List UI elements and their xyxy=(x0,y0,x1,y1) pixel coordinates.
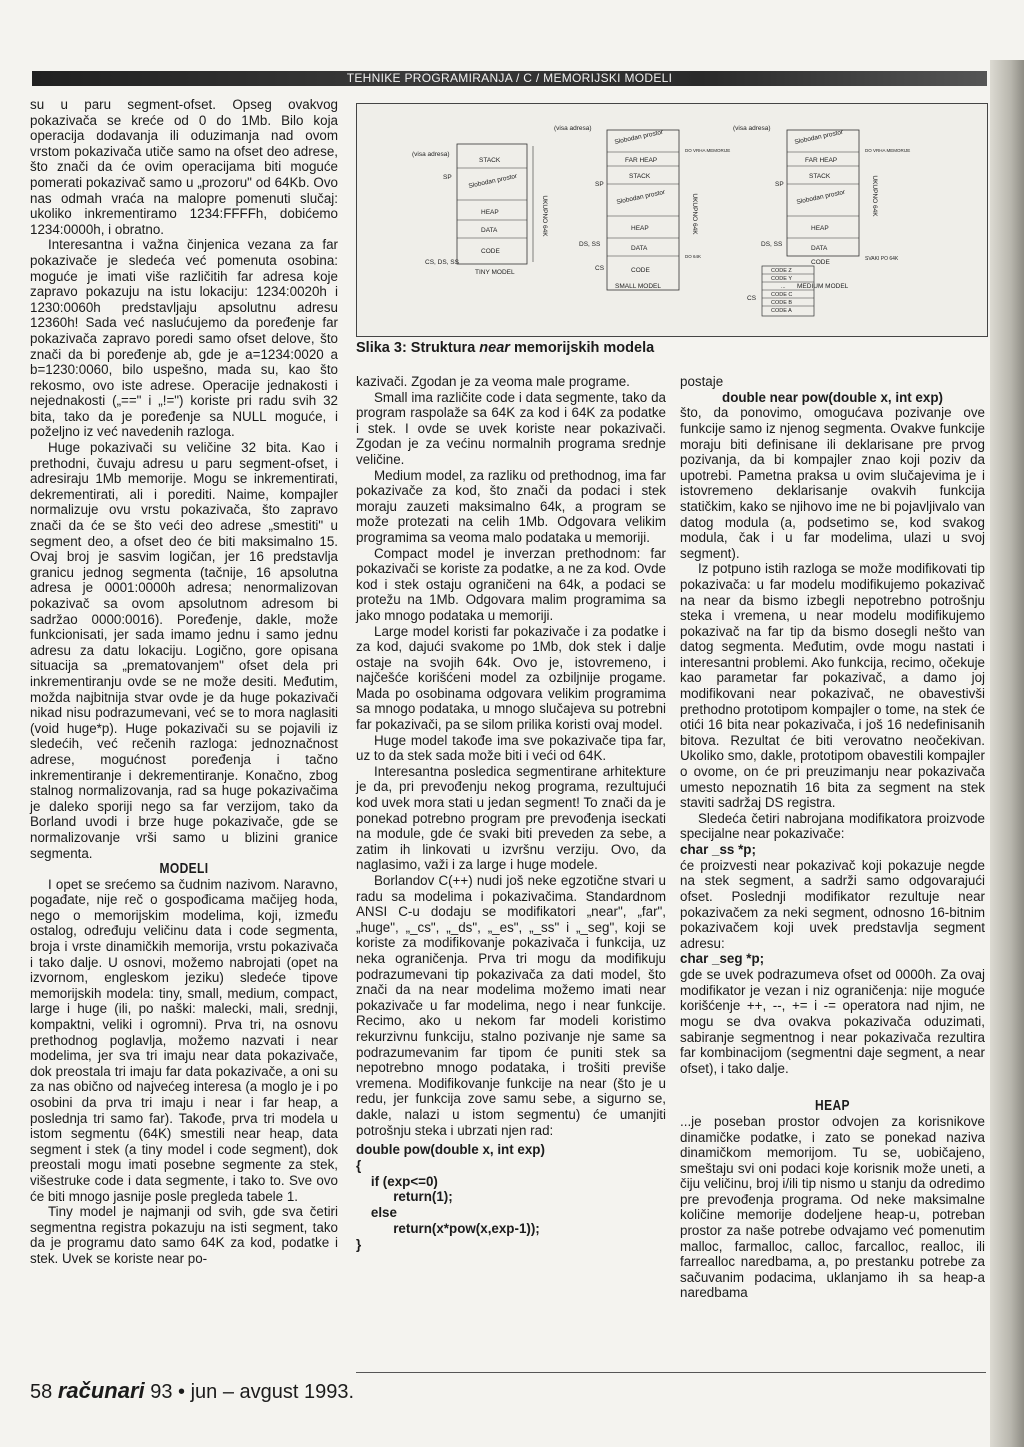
paragraph: Small ima različite code i data segmente, tako da program raspolaže sa 64K za kod i 64K za podatke i stek. I ovde se uvek koriste near pokazivači. Zgodan je za većinu normalnih programa srednje veličine. xyxy=(356,389,666,467)
figure-caption xyxy=(356,340,654,356)
caption-text-end: memorijskih modela xyxy=(509,340,655,356)
code-line: else xyxy=(356,1205,397,1221)
small-high-label: (visa adresa) xyxy=(554,125,592,132)
code-line: return(1); xyxy=(356,1189,453,1205)
medium-heap-label: HEAP xyxy=(811,225,829,232)
medium-free1-label: Slobodan prostor xyxy=(793,128,844,146)
small-code-label: CODE xyxy=(631,267,650,274)
paragraph: će proizvesti near pokazivač koji pokazuje negde na stek segment, a sadrži samo odgovarajući ofset. Poslednji modifikator rezultuje near pokazivačem za neki segment, odnosno 16-bitnim pokazivačem koji uvek predstavlja segment adresu: xyxy=(680,857,985,951)
paragraph: Huge model takođe ima sve pokazivače tipa far, uz to da stek sada može biti i veći od 64K. xyxy=(356,732,666,764)
code-segment-label: CODE C xyxy=(771,292,793,298)
column-1 xyxy=(30,97,338,1267)
caption-emphasis: near xyxy=(479,340,510,356)
paragraph: što, da ponovimo, omogućava pozivanje ove funkcije samo iz njenog segmenta. Ovakve funkcije moraju biti definisane ili deklarisane pre prvog pozivanja, da bi kompajler znao koji poziv da upotrebi. Pametna praksa u ovim slučajevima je i istovremeno deklarisanje ovakvih funkcija statičkim, kako se njihovo ime ne bi pojavljivalo van datog modula (a, podsetimo se, kod svakog modula, čak i u far modelima, ulazi u svoj segment). xyxy=(680,405,985,561)
medium-each-label: SVAKI PO 64K xyxy=(865,256,899,262)
small-size-label: UKUPNO 64K xyxy=(691,193,698,235)
paragraph: I opet se srećemo sa čudnim nazivom. Naravno, pogađate, nije reč o gospođicama mačijeg hoda, nego o memorijskim modelima, koji, između ostalog, određuju veličinu data i code segmenta, broja i vrste dinamičkih memorija, vrstu pokazivača i tako dalje. U osnovi, možemo nabrojati (opet na izvornom, engleskom jeziku) sledeće tipove memorijskih modela: tiny, small, medium, compact, large i huge (ili, po naški: malecki, mali, srednji, kompaktni, veliki i ogromni). Prva tri, na osnovu prethodnog poglavlja, možemo nazvati i near modelima, jer sva tri imaju near data pokazivače, dok preostala tri imaju far data pokazivače, a oni su za nas obično od najvećeg interesa (a moglo je i po osobini da prva tri imaju i near i far heap, a poslednja tri samo far). Takođe, prva tri modela u istom segmentu (64K) smestili near heap, data segment i stek (a tiny model i code segment), dok preostali mogu imati posebne segmente za stek, višestruke code i data segmente, i tako to. Sve ovo će biti mnogo jasnije posle pregleda tabele 1. xyxy=(30,876,338,1204)
medium-code-segments xyxy=(762,266,814,316)
paragraph: Tiny model je najmanji od svih, gde sva četiri segmentna registra pokazuju na isti segment, tako da je programu dato samo 64K za kod, podatke i stek. Uvek se koriste near po- xyxy=(30,1204,338,1266)
code-line: { xyxy=(356,1157,362,1173)
tiny-data-label: DATA xyxy=(481,227,498,234)
code-segment-label: ... xyxy=(781,284,786,290)
page-footer xyxy=(30,1378,354,1404)
small-data-label: DATA xyxy=(631,245,648,252)
tiny-code-label: CODE xyxy=(481,248,500,255)
small-free1-label: Slobodan prostor xyxy=(613,128,664,146)
small-heap-label: HEAP xyxy=(631,225,649,232)
medium-cs-label: CS xyxy=(747,295,757,302)
medium-free2-label: Slobodan prostor xyxy=(795,188,846,206)
small-bottom-label: DO 64K xyxy=(685,254,702,259)
paragraph: ...je poseban prostor odvojen za korisnikove dinamičke podatke, i zato se ponekad naziva dinamičkom memorijom. Tu se, uobičajeno, smeštaju svi oni podaci koje korisnik može uneti, a čiju veličinu, broj i/ili tip nismo u stanju da odredimo pre prevođenja programa. Od nekе maksimalne količine memorije dodeljene heap-u, potreban prostor za naše potrebe odvajamo već pomenutim malloc, farmalloc, calloc, farcalloc, realloc, ili farrealloc naredbama, a, po prestanku potrebe za sačuvanim podacima, uklanjamo ih sa heap-a naredbama xyxy=(680,1113,985,1301)
paragraph: Iz potpuno istih razloga se može modifikovati tip pokazivača: u far modelu modifikujemo pokazivač na near da bismo izbegli nepotrebno potrošnju steka i vremena, u near modelu modifikujemo pokazivač na far tip da bismo dosegli nešto van datog segmenta. Međutim, ovde mogu nastati i interesantni problemi. Ako funkcija, recimo, očekuje kao parametar far pokazivač, a damo joj modifikovani near pokazivač, ne obavestivši prethodno prototipom kompajler o tome, na stek će otići 16 bita near pokazivača, i još 16 nedefinisanih bitova. Rezultat će biti verovatno neočekivan. Ukoliko smo, dakle, prototipom obavestili kompajler o ovome, on će pri preuzimanju near pokazivača umesto nepoznatih 16 bita za segment na stek staviti sadržaj DS registra. xyxy=(680,561,985,811)
footer-rule xyxy=(356,1372,986,1373)
issue-number: 93 xyxy=(150,1381,173,1403)
small-farheap-label: FAR HEAP xyxy=(625,157,658,164)
paragraph: Borlandov C(++) nudi još neke egzotične stvari u radu sa modelima i pokazivačima. Standardnom ANSI C-u dodaju se modifikatori „near", „far", „huge", „_cs", „_ds", „_es", „_ss" i „_seg", koji se koriste za modifikovanje pokazivača i funkcija, uz neka ograničenja. Prva tri mogu da modifikuju podrazumevani tip pokazivača za dati model, što znači da na near modelima možemo imati near pokazivače u far modelima, nego i near funkcije. Recimo, ako u nekom far modeli koristimo rekurzivnu funkciju, stalno pozivanje nje same sa podrazumevanim far tipom će puniti stek sa nepotrebno mnogo podataka, i trošiti previše vremena. Modifikovanje funkcije na near (što je u redu, jer funkcija zove samu sebe, a sigurno se, dakle, nalazi u istom segmentu) će umanjiti potrošnju steka i ubrzati njen rad: xyxy=(356,873,666,1138)
code-segment-label: CODE Y xyxy=(771,276,792,282)
code-line: return(x*pow(x,exp-1)); xyxy=(356,1221,540,1237)
column-2 xyxy=(356,374,666,1257)
code-line: } xyxy=(356,1236,362,1252)
tiny-heap-label: HEAP xyxy=(481,209,499,216)
paragraph: Huge pokazivači su veličine 32 bita. Kao i prethodni, čuvaju adresu u paru segment-ofset, i adresiraju 1Mb memorije. Mogu se inkrementirati, dekrementirati, ali i porediti. Naime, kompajler normalizuje ovu vrstu pokazivača, što zapravo znači da će se što veći deo adrese „smestiti" u segment deo, a ofset deo će biti maksimalno 15. Ovaj broj je sasvim logičan, jer 16 predstavlja granicu jednog segmenta (tačnije, 16 apsolutna adresa je 0001:0000h adresa; nenormalizovan pokazivač sa ovom apsolutnom adresom bi sadržao 0000:0016). Poređenje, dakle, može funkcionisati, jer sada imamo jednu i samo jednu adresu za datu lokaciju. Logično, gore opisana situacija sa „prematovanjem" ofset dela pri inkrementiranju ovde se ne može desiti. Međutim, možda najbitnija stvar ovde je da huge pokazivači nikad nisu podrazumevani, već se to mora naglasiti (void huge*p). Huge pokazivači su se pojavili iz sledećih, već rečenih razloga: jednoznačnost adrese, mogućnost poređenja i tačno inkrementiranje i dekrementiranje. Konačno, zbog stalnog normalizovanja, rad sa huge pokazivačima je daleko sporiji nego sa far verzijom, tako da Borland uvodi i brze huge pokazivače, gde se normalizovanje vrši samo u blizini granice segmenta. xyxy=(30,440,338,861)
tiny-seg-label: CS, DS, SS xyxy=(425,259,459,266)
caption-text: Slika 3: Struktura xyxy=(356,340,480,356)
paragraph: Large model koristi far pokazivače i za podatke i za kod, dajući svakome po 1Mb, dok stek i dalje ostaje na svojih 64k. Ovo je, istovremeno, i najčešće korišćeni model za ozbiljnije progame. Mada po osobinama odgovara velikim programima sa mnogo podataka, u mnogo slučajeva su potrebni far pokazivači, pa se silom prilika koristi ovaj model. xyxy=(356,623,666,733)
paragraph: su u paru segment-ofset. Opseg ovakvog pokazivača se kreće od 0 do 1Mb. Bilo koja operacija dodavanja ili oduzimanja nad ovom vrstom pokazivača utiče samo na ofset deo adrese, što znači da će ovim operacijama biti moguće pomerati pokazivač samo u „prozoru" od 64Kb. Ovo nas odmah vraća na malopre pomenuti slučaj: ukoliko inkrementiramo 1234:FFFFh, dobićemo 1234:0000h, i obratno. xyxy=(30,97,338,237)
medium-farheap-label: FAR HEAP xyxy=(805,157,838,164)
section-header: TEHNIKE PROGRAMIRANJA / C / MEMORIJSKI MODELI xyxy=(32,71,987,86)
bullet-icon: • xyxy=(178,1381,186,1403)
medium-stack-label: STACK xyxy=(809,173,831,180)
small-ds-label: DS, SS xyxy=(579,241,601,248)
small-stack-label: STACK xyxy=(629,173,651,180)
paragraph: Compact model je inverzan prethodnom: far pokazivači se koriste za podatke, a ne za kod. Ovde kod i stek ostaju ograničeni na 64k, a podaci se protežu na 1Mb. Odgovara malim programima sa jako mnogo podataka u memoriji. xyxy=(356,545,666,623)
code-segment-label: CODE Z xyxy=(771,268,792,274)
medium-data-label: DATA xyxy=(811,245,828,252)
tiny-stack-label: STACK xyxy=(479,157,501,164)
medium-model-name: MEDIUM MODEL xyxy=(797,283,849,290)
small-free2-label: Slobodan prostor xyxy=(615,188,666,206)
paragraph: Interesantna i važna činjenica vezana za far pokazivače je sledeća već pomenuta osobina: moguće je imati više različitih far adresa koje zapravo pokazuju na istu lokaciju: 1234:0020h i 1230:0060h predstavljaju apsolutnu adresu 12360h! Sada već naslućujemo da poređenje far pokazivača zapravo poredi samo ofset delove, što znači da bi poređenje ab, gde je a=1234:0020 a b=1230:0060, bilo uspešno, mada su, kao što rekosmo, ovo iste adrese. Operacije jednakosti i nejednakosti („==" i „!=") koriste pri radu svih 32 bita, tako da je poređenje sa NULL moguće, i poželjno iz već navedenih razloga. xyxy=(30,237,338,440)
tiny-sp-label: SP xyxy=(443,174,452,181)
paragraph: kazivači. Zgodan je za veoma male programe. xyxy=(356,374,630,389)
small-top-label: DO VRHA MEMORIJE xyxy=(685,148,731,153)
small-cs-label: CS xyxy=(595,265,605,272)
medium-high-label: (visa adresa) xyxy=(733,125,771,132)
medium-sp-label: SP xyxy=(775,181,784,188)
magazine-logo: računari xyxy=(57,1378,145,1403)
memory-diagram xyxy=(357,104,987,336)
code-line: char _seg *p; xyxy=(680,951,765,967)
code-line: if (exp<=0) xyxy=(356,1173,438,1189)
column-3 xyxy=(680,374,985,1301)
paragraph: Medium model, za razliku od prethodnog, ima far pokazivače za kod, što znači da podaci i stek moraju zauzeti maksimalno 64k, a program se može protezati na celih 1Mb. Odgovara velikim programima sa veoma malo podataka u memoriji. xyxy=(356,467,666,545)
tiny-size-label: UKUPNO 64K xyxy=(541,195,548,237)
issue-date: jun – avgust 1993. xyxy=(190,1381,355,1403)
medium-code-label: CODE xyxy=(811,259,830,266)
medium-size-label: UKUPNO 64K xyxy=(871,175,878,217)
paragraph: gde se uvek podrazumeva ofset od 0000h. Za ovaj modifikator je vezan i niz ograničenja: nije moguće korišćenje ++, --, += i -= operatora nad njim, ne mogu se dva ovakva pokazivača oduzimati, sabiranje segmentnog i near pokazivača rezultira far kombinacijom (segmentni daje segment, a near ofset), i tako dalje. xyxy=(680,967,985,1076)
small-model-name: SMALL MODEL xyxy=(615,283,661,290)
paragraph: postaje xyxy=(680,374,724,389)
memory-model-figure xyxy=(356,103,988,337)
tiny-high-label: (visa adresa) xyxy=(412,151,450,158)
code-line: double near pow(double x, int exp) xyxy=(722,389,943,405)
tiny-model-name: TINY MODEL xyxy=(475,269,515,276)
section-heading-heap: HEAP xyxy=(815,1097,850,1115)
code-line: double pow(double x, int exp) xyxy=(356,1142,545,1158)
paragraph: Interesantna posledica segmentiranе arhitekture je da, pri prevođenju nekog programa, rezultujući kod uvek mora stati u jedan segment! To znači da je ponekad potrebno program pre prevođenja isеckati na module, gde će svaki biti preveden za sebe, a zatim ih linkovati u izvršnu verziju. Ovo, da naglasimo, važi i za large i huge modele. xyxy=(356,763,666,873)
small-sp-label: SP xyxy=(595,181,604,188)
page-edge xyxy=(990,60,1024,1447)
code-segment-label: CODE B xyxy=(771,300,793,306)
tiny-free-label: Slobodan prostor xyxy=(467,172,518,190)
medium-ds-label: DS, SS xyxy=(761,241,783,248)
code-block xyxy=(356,1142,666,1253)
page-number: 58 xyxy=(30,1381,53,1403)
medium-top-label: DO VRHA MEMORIJE xyxy=(865,148,911,153)
code-line: char _ss *p; xyxy=(680,842,756,858)
code-segment-label: CODE A xyxy=(771,308,792,314)
paragraph: Sledeća četiri nabrojana modifikatora proizvode specijalne near pokazivače: xyxy=(680,810,985,842)
section-heading-modeli: MODELI xyxy=(159,860,209,878)
